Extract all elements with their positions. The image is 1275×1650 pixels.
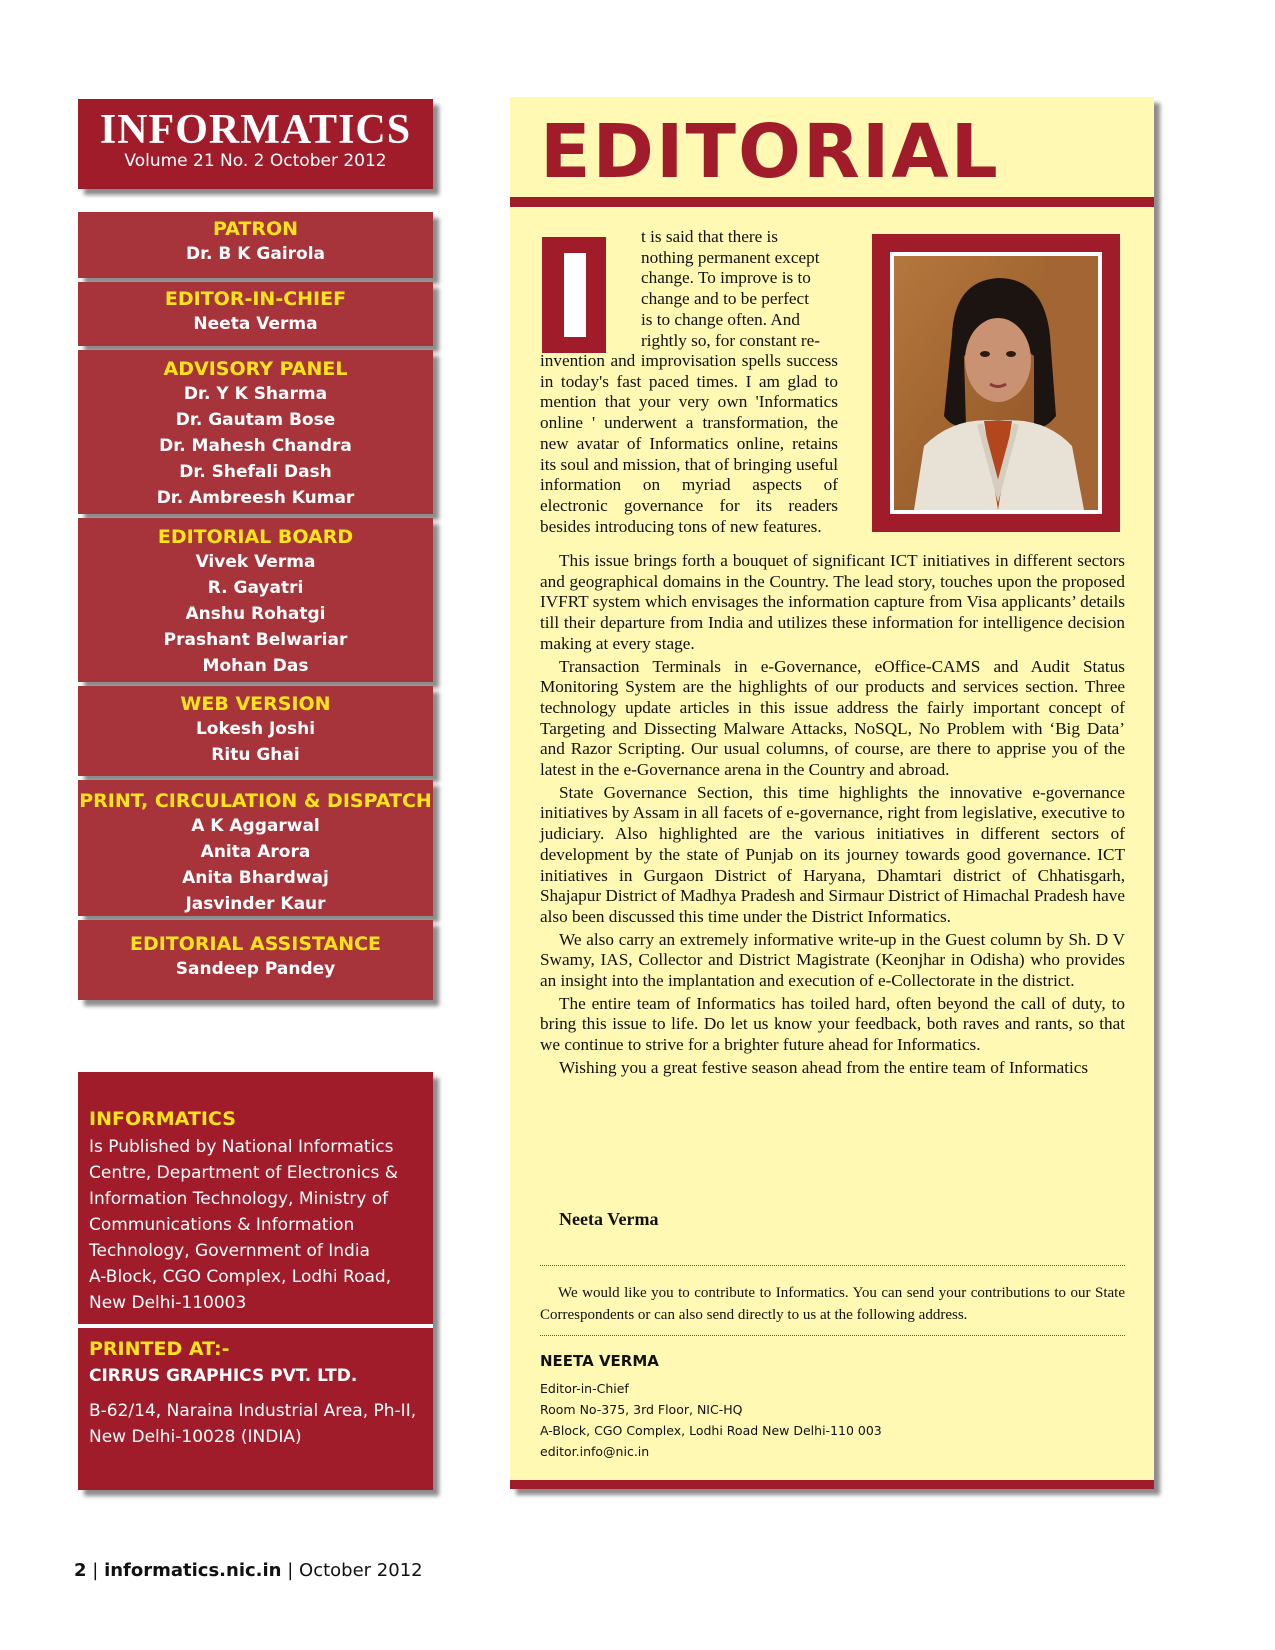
contact-address-line: Room No-375, 3rd Floor, NIC-HQ bbox=[540, 1402, 743, 1417]
staff-name: A K Aggarwal bbox=[191, 816, 320, 836]
publisher-line: Communications & Information bbox=[89, 1215, 355, 1235]
dropcap bbox=[542, 237, 606, 353]
contact-address-line: A-Block, CGO Complex, Lodhi Road New Delhi-110 003 bbox=[540, 1423, 882, 1438]
photo-mat bbox=[890, 252, 1102, 514]
staff-name: Dr. Ambreesh Kumar bbox=[156, 488, 355, 508]
masthead bbox=[78, 99, 433, 189]
intro-line: change. To improve is to bbox=[641, 268, 811, 288]
staff-name: Ritu Ghai bbox=[211, 745, 300, 765]
staff-name: Sandeep Pandey bbox=[175, 959, 336, 979]
staff-name: Dr. Mahesh Chandra bbox=[159, 436, 352, 456]
footer-site: informatics.nic.in bbox=[104, 1560, 282, 1581]
editor-signature: Neeta Verma bbox=[559, 1209, 659, 1229]
staff-name: Prashant Belwariar bbox=[163, 630, 348, 650]
staff-name: Anita Arora bbox=[200, 842, 311, 862]
staff-name: Mohan Das bbox=[202, 656, 309, 676]
staff-name: Dr. Gautam Bose bbox=[175, 410, 336, 430]
dropcap-letter bbox=[564, 253, 586, 337]
contact-role: Editor-in-Chief bbox=[540, 1381, 629, 1396]
section-heading: EDITOR-IN-CHIEF bbox=[164, 288, 347, 310]
printer-address bbox=[89, 1398, 419, 1450]
editor-photo-frame bbox=[872, 234, 1120, 532]
section-heading: PRINT, CIRCULATION & DISPATCH bbox=[79, 790, 432, 812]
staff-section-editorial-assistance bbox=[78, 920, 433, 1000]
intro-continued bbox=[540, 351, 838, 537]
section-heading: WEB VERSION bbox=[180, 693, 331, 715]
intro-line: t is said that there is bbox=[641, 227, 778, 246]
contribute-note bbox=[540, 1282, 1125, 1326]
title-rule bbox=[510, 197, 1154, 207]
intro-line: change and to be perfect bbox=[641, 289, 809, 309]
section-heading: EDITORIAL BOARD bbox=[157, 526, 354, 548]
intro-line: rightly so, for constant re- bbox=[641, 330, 820, 350]
publisher-line: Technology, Government of India bbox=[89, 1241, 370, 1261]
footer-separator: | bbox=[287, 1560, 300, 1581]
editorial-title: EDITORIAL bbox=[540, 109, 1000, 195]
staff-name: Anita Bhardwaj bbox=[182, 868, 329, 888]
publisher-heading: INFORMATICS bbox=[89, 1108, 236, 1130]
publisher-box bbox=[78, 1072, 433, 1490]
editorial-panel bbox=[510, 97, 1154, 1489]
section-heading: EDITORIAL ASSISTANCE bbox=[129, 933, 382, 955]
publisher-line: New Delhi-110003 bbox=[89, 1293, 247, 1313]
staff-name: Jasvinder Kaur bbox=[185, 894, 326, 914]
body-paragraph: Transaction Terminals in e-Governance, eOffice-CAMS and Audit Status Monitoring System are the highlights of our products and services section. Three technology update articles in this issue address the fairly important concept of Targeting and Dissecting Malware Attacks, NoSQL, No Problem with ‘Big Data’ and Razor Scripting. Our usual columns, of course, are there to apprise you of the latest in the e-Governance arena in the Country and abroad. bbox=[540, 656, 1125, 780]
staff-name: Neeta Verma bbox=[193, 314, 318, 334]
printer-info bbox=[78, 1328, 433, 1490]
editorial-body bbox=[540, 549, 1125, 1079]
section-heading: PATRON bbox=[212, 218, 299, 240]
staff-name: Dr. B K Gairola bbox=[185, 244, 326, 264]
staff-name: Dr. Shefali Dash bbox=[179, 462, 332, 482]
intro-line: nothing permanent except bbox=[641, 247, 820, 267]
staff-name: Lokesh Joshi bbox=[195, 719, 316, 739]
staff-credits bbox=[78, 212, 433, 1050]
staff-section-web-version bbox=[78, 686, 433, 776]
editor-photo bbox=[894, 256, 1098, 510]
staff-name: Vivek Verma bbox=[195, 552, 316, 572]
body-paragraph: State Governance Section, this time highlights the innovative e-governance initiatives by Assam in all facets of e-governance, right from legislative, executive to judiciary. Also highlighted are the various initiatives in different sectors of development by the state of Punjab on its journey towards good governance. ICT initiatives in Gurgaon District of Haryana, Dhamtari district of Chhatisgarh, Shajapur District of Madhya Pradesh and Sirmaur District of Himachal Pradesh have also been discussed this time under the District Informatics. bbox=[540, 782, 1125, 926]
staff-section-editorial-board bbox=[78, 518, 433, 682]
publisher-line: Information Technology, Ministry of bbox=[89, 1189, 389, 1209]
intro-line: is to change often. And bbox=[641, 309, 800, 329]
publisher-line: Is Published by National Informatics bbox=[89, 1137, 394, 1157]
body-paragraph: This issue brings forth a bouquet of significant ICT initiatives in different sectors and geographical domains in the Country. The lead story, touches upon the proposed IVFRT system which envisages the information capture from Visa applicants’ details till their departure from India and utilizes these information for intelligence decision making at every stage. bbox=[540, 551, 1125, 653]
printer-name: CIRRUS GRAPHICS PVT. LTD. bbox=[89, 1366, 358, 1386]
staff-name: Dr. Y K Sharma bbox=[183, 384, 328, 404]
body-paragraph: The entire team of Informatics has toiled hard, often beyond the call of duty, to bring this issue to life. Do let us know your feedback, both raves and rants, so that we continue to strive for a brighter future ahead for Informatics. bbox=[540, 993, 1125, 1055]
publisher-line: Centre, Department of Electronics & bbox=[89, 1163, 399, 1183]
editor-contact bbox=[540, 1352, 882, 1462]
staff-name: Anshu Rohatgi bbox=[185, 604, 326, 624]
bottom-rule bbox=[510, 1480, 1154, 1489]
divider bbox=[540, 1265, 1125, 1266]
contact-name: NEETA VERMA bbox=[540, 1352, 659, 1370]
page-number: 2 bbox=[74, 1560, 87, 1581]
body-paragraph: Wishing you a great festive season ahead from the entire team of Informatics bbox=[559, 1057, 1089, 1077]
magazine-title: INFORMATICS bbox=[99, 107, 412, 153]
staff-section-patron bbox=[78, 212, 433, 278]
staff-section-editor-in-chief bbox=[78, 282, 433, 346]
contact-email: editor.info@nic.in bbox=[540, 1444, 650, 1459]
contribute-text: We would like you to contribute to Informatics. You can send your contributions to our State Correspondents or can also send directly to us at the following address. bbox=[540, 1285, 1125, 1323]
printed-at-heading: PRINTED AT:- bbox=[89, 1338, 230, 1360]
page-footer bbox=[74, 1560, 423, 1581]
publisher-info bbox=[78, 1072, 433, 1324]
publisher-line: A-Block, CGO Complex, Lodhi Road, bbox=[89, 1267, 392, 1287]
body-paragraph: We also carry an extremely informative write-up in the Guest column by Sh. D V Swamy, IAS, Collector and District Magistrate (Keonjhar in Odisha) who provides an insight into the implantation and execution of e-Collectorate in the district. bbox=[540, 929, 1125, 991]
staff-section-print-circulation-dispatch bbox=[78, 780, 433, 916]
staff-section-advisory-panel bbox=[78, 350, 433, 514]
publisher-text bbox=[89, 1134, 419, 1316]
footer-issue: October 2012 bbox=[299, 1560, 423, 1581]
section-heading: ADVISORY PANEL bbox=[163, 358, 348, 380]
intro-column bbox=[641, 227, 838, 351]
printer-line: B-62/14, Naraina Industrial Area, Ph-II, bbox=[89, 1401, 417, 1421]
staff-name: R. Gayatri bbox=[207, 578, 304, 598]
intro-paragraph: invention and improvisation spells success in today's fast paced times. I am glad to mention that your very own 'Informatics online ' underwent a transformation, the new avatar of Informatics online, retains its soul and mission, that of bringing useful information on myriad aspects of electronic governance for its readers besides introducing tons of new features. bbox=[540, 351, 838, 536]
printer-line: New Delhi-10028 (INDIA) bbox=[89, 1427, 302, 1447]
volume-info: Volume 21 No. 2 October 2012 bbox=[124, 151, 387, 171]
footer-separator: | bbox=[92, 1560, 105, 1581]
divider bbox=[540, 1335, 1125, 1336]
